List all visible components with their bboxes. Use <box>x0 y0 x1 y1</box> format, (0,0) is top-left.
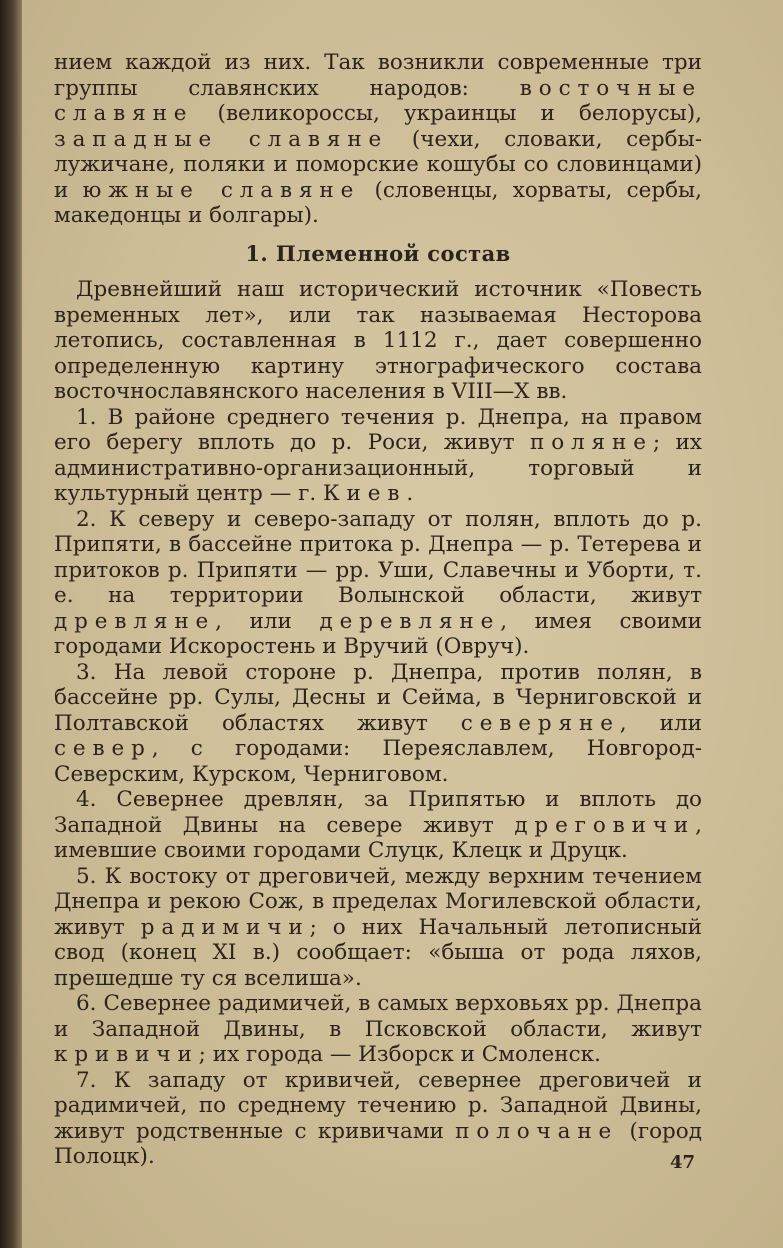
tribe-item-6: 6. Севернее радимичей, в самых верховьях рр. Днепра и Западной Двины, в Псковской области, живут кривичи; их города — Изборск и Смоленск. <box>54 991 702 1067</box>
lead-paragraph: Древнейший наш исторический источник «Повесть временных лет», или так называемая Несторова летопись, составленная в 1112 г., дает совершенно определенную картину этнографического состава восточнославянского населения в VIII—X вв. <box>54 277 702 404</box>
tribe-item-2: 2. К северу и северо-западу от полян, вплоть до р. Припяти, в бассейне притока р. Днепра — р. Тетерева и притоков р. Припяти — рр. Уши, Славечны и Уборти, т. е. на территории Волынской области, живут древляне, или деревляне, имея своими городами Искоростень и Вручий (Овруч). <box>54 506 702 659</box>
spaced-term: западные славяне <box>54 126 389 152</box>
tribe-name: радимичи <box>140 914 310 940</box>
spaced-term: южные славяне <box>82 177 361 203</box>
tribe-name: поляне <box>529 430 653 455</box>
tribe-item-7: 7. К западу от кривичей, севернее дреговичей и радимичей, по среднему течению р. Западной Двины, живут родственные с кривичами полочане (город Полоцк). <box>54 1067 702 1169</box>
tribe-item-3: 3. На левой стороне р. Днепра, против полян, в бассейне рр. Сулы, Десны и Сейма, в Черниговской и Полтавской областях живут северяне, или север, с городами: Переяславлем, Новгород-Северским, Курском, Черниговом. <box>54 659 702 787</box>
section-heading: 1. Племенной состав <box>245 240 511 266</box>
page-number: 47 <box>670 1152 696 1173</box>
tribe-name: древляне <box>54 608 216 634</box>
tribe-name-alt: деревляне <box>319 608 501 634</box>
tribe-name: кривичи <box>54 1042 199 1067</box>
spaced-term: восточные славяне <box>54 75 702 126</box>
tribe-name: дреговичи <box>514 812 696 838</box>
tribe-item-5: 5. К востоку от дреговичей, между верхним течением Днепра и рекою Сож, в пределах Могилевской области, живут радимичи; о них Начальный летописный свод (конец XI в.) сообщает: «быша от рода ляхов, прешедше ту ся вселиша». <box>54 863 702 991</box>
tribe-name: северяне <box>460 710 620 736</box>
tribe-name: полочане <box>455 1118 619 1144</box>
city-name: Киев <box>323 481 407 506</box>
tribe-name-alt: север <box>54 736 152 761</box>
page-text <box>54 50 702 1170</box>
book-page <box>22 0 783 1248</box>
tribe-item-4: 4. Севернее древлян, за Припятью и вплоть до Западной Двины на севере живут дреговичи, имевшие своими городами Слуцк, Клецк и Друцк. <box>54 787 702 863</box>
intro-paragraph: нием каждой из них. Так возникли современные три группы славянских народов: восточные славяне (великороссы, украинцы и белорусы), западные славяне (чехи, словаки, сербы-лужичане, поляки и поморские кошубы со словинцами) и южные славяне (словенцы, хорваты, сербы, македонцы и болгары). <box>54 50 702 228</box>
tribe-item-1: 1. В районе среднего течения р. Днепра, на правом его берегу вплоть до р. Роси, живут поляне; их административно-организационный, торговый и культурный центр — г. Киев. <box>54 404 702 506</box>
book-spine-shadow <box>0 0 22 1248</box>
